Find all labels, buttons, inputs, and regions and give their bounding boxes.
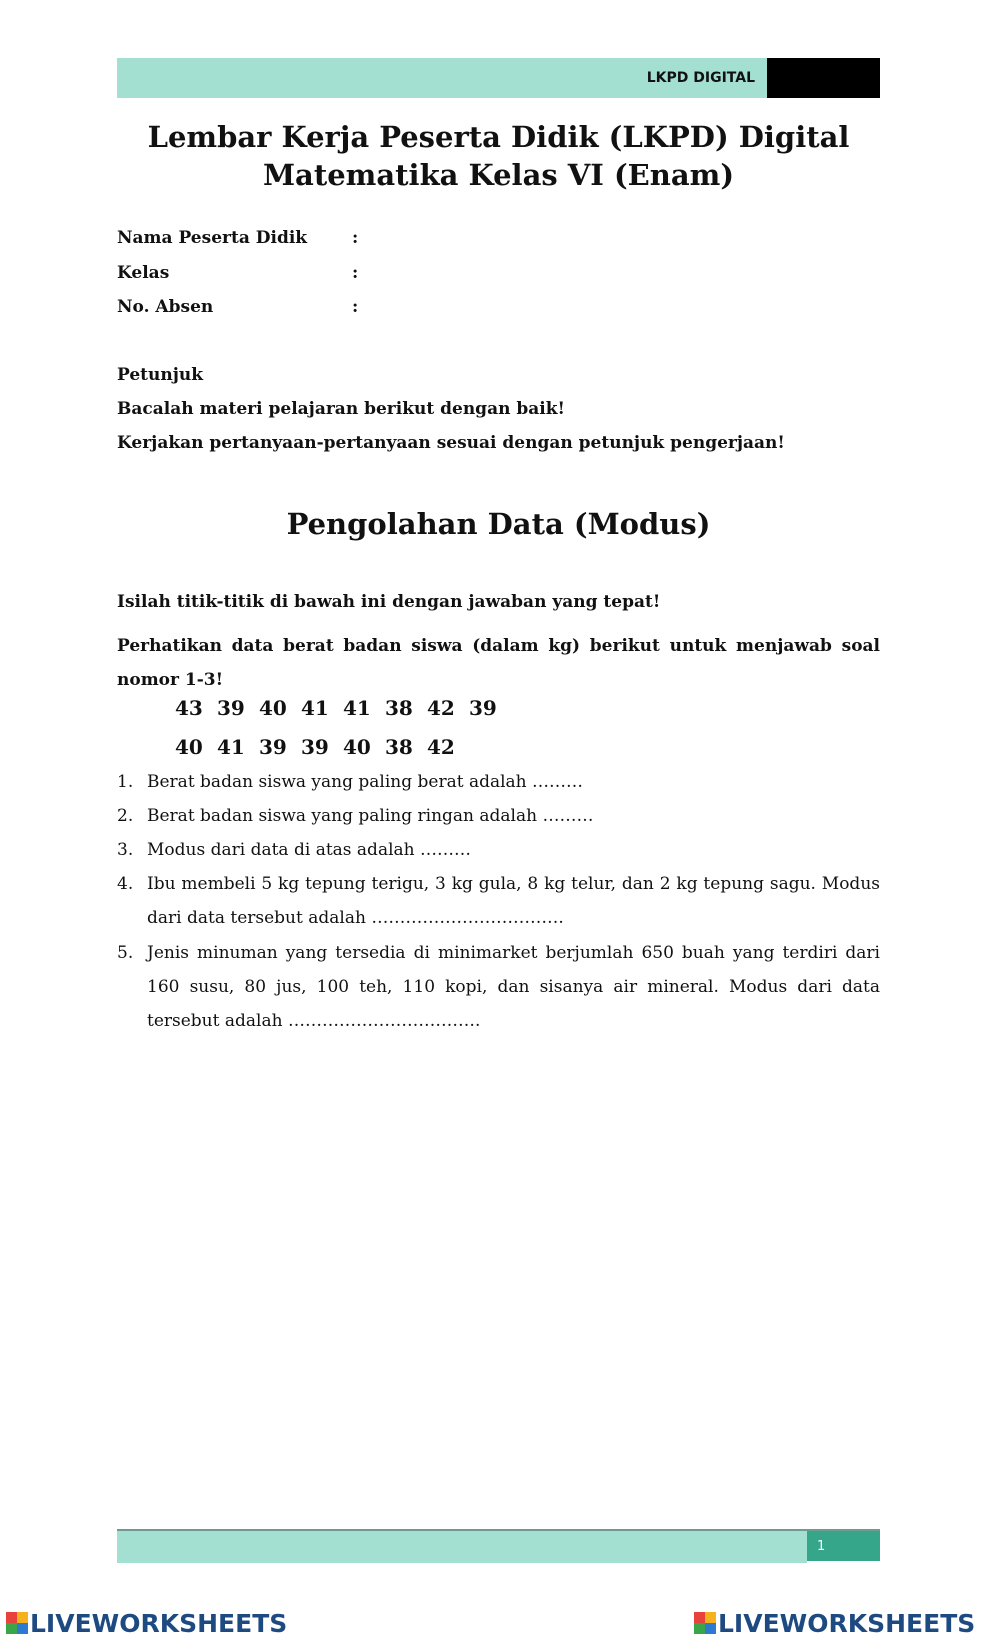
info-row-class [117,262,359,284]
data-value: 41 [343,696,371,720]
header-band [117,58,880,98]
header-label: LKPD DIGITAL [646,70,755,86]
document-title [117,118,880,194]
question-text: Berat badan siswa yang paling ringan adalah ……… [147,806,594,826]
data-value: 41 [217,735,245,759]
info-label: Kelas [117,263,170,283]
data-value: 40 [259,696,287,720]
footer-band [117,1529,807,1563]
data-row-2 [175,734,469,760]
data-row-1 [175,695,511,721]
question-number: 3. [117,840,134,860]
task-line-2: Perhatikan data berat badan siswa (dalam kg) berikut untuk menjawab soal nomor 1-3! [117,636,880,690]
liveworksheets-logo-left [6,1608,287,1638]
question-number: 2. [117,806,134,826]
task-line-1: Isilah titik-titik di bawah ini dengan jawaban yang tepat! [117,592,661,612]
liveworksheets-icon [694,1612,716,1634]
brand-text: LIVEWORKSHEETS [718,1608,976,1638]
info-label: No. Absen [117,297,214,317]
data-value: 42 [427,735,455,759]
data-value: 42 [427,696,455,720]
data-value: 39 [259,735,287,759]
data-value: 38 [385,696,413,720]
page-number: 1 [807,1529,880,1561]
header-black-block [767,58,880,98]
question-text: Berat badan siswa yang paling berat adalah ……… [147,772,584,792]
info-row-absen [117,296,359,318]
data-value: 41 [301,696,329,720]
instructions-line-1: Bacalah materi pelajaran berikut dengan baik! [117,399,565,419]
data-value: 39 [469,696,497,720]
question-text: Jenis minuman yang tersedia di minimarket berjumlah 650 buah yang terdiri dari 160 susu, 80 jus, 100 teh, 110 kopi, dan sisanya air mineral. Modus dari data tersebut adalah ……………………………. [147,943,880,1031]
instructions-heading: Petunjuk [117,365,204,385]
question-2 [117,799,880,833]
data-value: 40 [343,735,371,759]
question-number: 1. [117,772,134,792]
question-4 [117,867,880,935]
data-value: 39 [301,735,329,759]
info-label: Nama Peserta Didik [117,228,308,248]
section-title: Pengolahan Data (Modus) [286,507,711,541]
question-number: 5. [117,943,134,963]
liveworksheets-icon [6,1612,28,1634]
data-value: 39 [217,696,245,720]
instructions-line-2: Kerjakan pertanyaan-pertanyaan sesuai dengan petunjuk pengerjaan! [117,433,785,453]
data-value: 43 [175,696,203,720]
data-value: 40 [175,735,203,759]
question-text: Ibu membeli 5 kg tepung terigu, 3 kg gula, 8 kg telur, dan 2 kg tepung sagu. Modus dari data tersebut adalah ……………………………. [147,874,880,928]
data-value: 38 [385,735,413,759]
question-5 [117,936,880,1038]
brand-text: LIVEWORKSHEETS [30,1608,288,1638]
info-colon: : [352,263,359,283]
question-1 [117,765,880,799]
info-row-name [117,227,359,249]
question-3 [117,833,880,867]
title-line-1: Lembar Kerja Peserta Didik (LKPD) Digital [147,120,850,154]
liveworksheets-logo-right [694,1608,975,1638]
info-colon: : [352,297,359,317]
question-number: 4. [117,874,134,894]
question-text: Modus dari data di atas adalah ……… [147,840,472,860]
title-line-2: Matematika Kelas VI (Enam) [262,158,735,192]
info-colon: : [352,228,359,248]
